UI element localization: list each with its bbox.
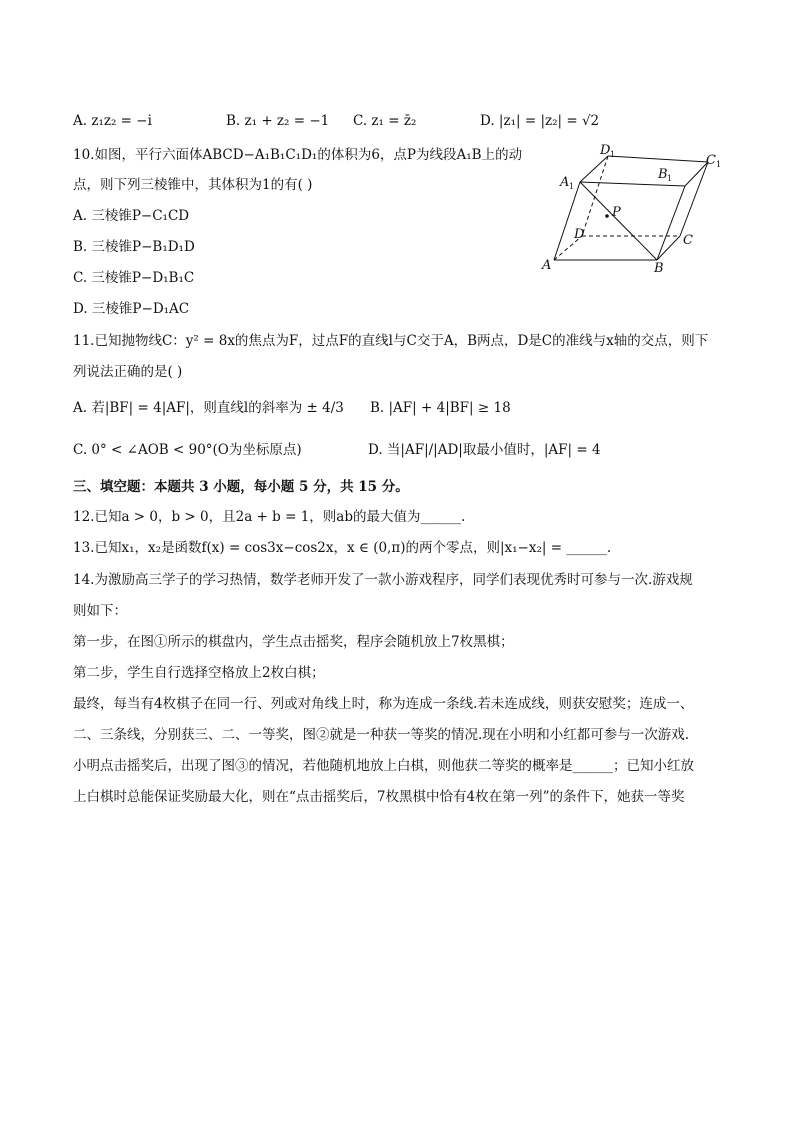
label-b: B bbox=[654, 261, 664, 276]
label-c1-sub: 1 bbox=[716, 160, 722, 169]
q11-stem-line2: 列说法正确的是( ) bbox=[73, 364, 183, 380]
q10-option-d: D. 三棱锥P−D₁AC bbox=[73, 301, 190, 317]
label-d1-sub: 1 bbox=[610, 150, 616, 159]
q14-line7: 小明点击摇奖后，出现了图③的情况，若他随机地放上白棋，则他获二等奖的概率是______；已知小红放 bbox=[73, 758, 694, 774]
q14-line2: 则如下： bbox=[73, 603, 127, 619]
parallelepiped-figure bbox=[530, 142, 730, 277]
q9-option-c: C. z₁ = z̄₂ bbox=[353, 113, 417, 129]
label-c1: C bbox=[706, 153, 716, 168]
label-b1-sub: 1 bbox=[667, 174, 673, 183]
q11-option-b: B. |AF| + 4|BF| ≥ 18 bbox=[370, 400, 511, 416]
q14-line5: 最终，每当有4枚棋子在同一行、列或对角线上时，称为连成一条线.若未连成线，则获安慰奖；连成一、 bbox=[73, 696, 694, 712]
q11-option-a: A. 若|BF| = 4|AF|，则直线l的斜率为 ± 4/3 bbox=[73, 400, 344, 416]
label-a1-sub: 1 bbox=[569, 182, 575, 191]
label-c: C bbox=[683, 233, 693, 248]
label-p: P bbox=[612, 205, 621, 220]
q14-line4: 第二步，学生自行选择空格放上2枚白棋； bbox=[73, 665, 325, 681]
section-3-heading: 三、填空题：本题共 3 小题，每小题 5 分，共 15 分。 bbox=[73, 479, 409, 495]
label-d: D bbox=[574, 227, 585, 242]
q14-line6: 二、三条线，分别获三、二、一等奖，图②就是一种获一等奖的情况.现在小明和小红都可参与一次游戏. bbox=[73, 727, 690, 743]
q9-option-d: D. |z₁| = |z₂| = √2 bbox=[480, 113, 600, 129]
q14-line8: 上白棋时总能保证奖励最大化，则在“点击摇奖后，7枚黑棋中恰有4枚在第一列”的条件下，她获一等奖 bbox=[73, 789, 685, 805]
q11-stem-line1: 11.已知抛物线C：y² = 8x的焦点为F，过点F的直线l与C交于A，B两点，D是C的准线与x轴的交点，则下 bbox=[73, 333, 709, 349]
q11-option-c: C. 0° < ∠AOB < 90°(O为坐标原点) bbox=[73, 442, 302, 458]
q14-line3: 第一步，在图①所示的棋盘内，学生点击摇奖，程序会随机放上7枚黑棋； bbox=[73, 634, 514, 650]
q10-stem-line1: 10.如图，平行六面体ABCD−A₁B₁C₁D₁的体积为6，点P为线段A₁B上的动 bbox=[73, 147, 523, 163]
label-a1: A bbox=[560, 175, 570, 190]
q10-option-c: C. 三棱锥P−D₁B₁C bbox=[73, 270, 195, 286]
q12-text: 12.已知a > 0，b > 0，且2a + b = 1，则ab的最大值为______. bbox=[73, 509, 466, 525]
q10-option-a: A. 三棱锥P−C₁CD bbox=[73, 208, 190, 224]
label-b1: B bbox=[658, 167, 668, 182]
q10-stem-line2: 点，则下列三棱锥中，其体积为1的有( ) bbox=[73, 177, 313, 193]
q14-line1: 14.为激励高三学子的学习热情，数学老师开发了一款小游戏程序，同学们表现优秀时可参与一次.游戏规 bbox=[73, 572, 693, 588]
q9-option-a: A. z₁z₂ = −i bbox=[73, 113, 152, 129]
q10-option-b: B. 三棱锥P−B₁D₁D bbox=[73, 239, 195, 255]
q11-option-d: D. 当|AF|/|AD|取最小值时，|AF| = 4 bbox=[368, 442, 601, 458]
q13-text: 13.已知x₁，x₂是函数f(x) = cos3x−cos2x，x ∈ (0,π)的两个零点，则|x₁−x₂| = ______. bbox=[73, 540, 612, 556]
q9-option-b: B. z₁ + z₂ = −1 bbox=[226, 113, 330, 129]
label-d1: D bbox=[600, 143, 611, 158]
label-a: A bbox=[542, 258, 552, 273]
